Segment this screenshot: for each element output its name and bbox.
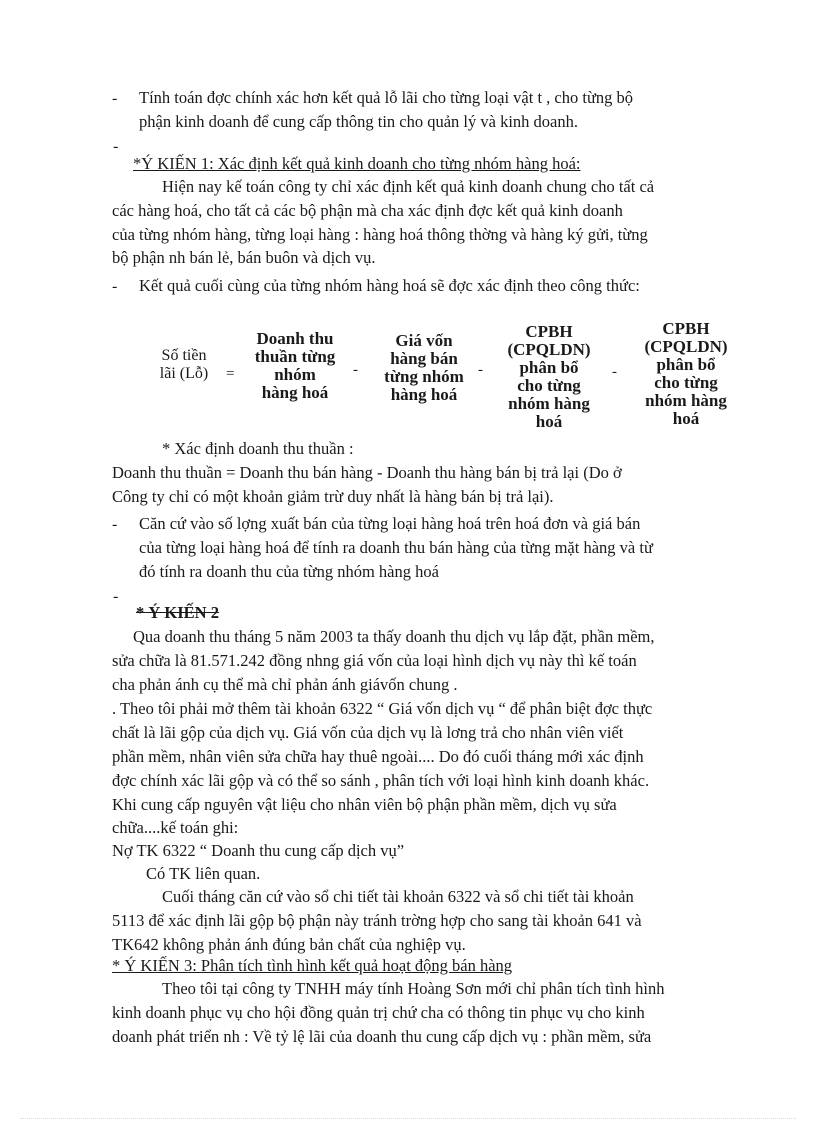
paragraph-line: sửa chữa là 81.571.242 đồng nhng giá vốn của loại hình dịch vụ này thì kế toán	[112, 651, 637, 670]
paragraph-line: đợc chính xác lãi gộp và có thể so sánh , phân tích với loại hình kinh doanh khác.	[112, 771, 650, 790]
formula-intro: Kết quả cuối cùng của từng nhóm hàng hoá sẽ đợc xác định theo công thức:	[139, 276, 640, 295]
term-allocated-expense-2	[630, 320, 742, 428]
bullet-dash: -	[112, 516, 118, 533]
paragraph-line: kinh doanh phục vụ cho hội đồng quản trị chứ cha có thông tin phục vụ cho kinh	[112, 1003, 645, 1022]
term-line: nhóm	[274, 365, 316, 384]
opinion-3-heading: * Ý KIẾN 3: Phân tích tình hình kết quả hoạt động bán hàng	[112, 956, 513, 975]
paragraph-line: Nợ TK 6322 “ Doanh thu cung cấp dịch vụ”	[112, 841, 405, 860]
opinion-2-heading: * Ý KIẾN 2	[136, 603, 219, 622]
subheading: * Xác định doanh thu thuần :	[162, 439, 354, 458]
paragraph-line: phận kinh doanh để cung cấp thông tin cho quản lý và kinh doanh.	[139, 112, 578, 131]
paragraph-line: Tính toán đợc chính xác hơn kết quả lỗ lãi cho từng loại vật t , cho từng bộ	[139, 88, 634, 107]
paragraph-line: Khi cung cấp nguyên vật liệu cho nhân viên bộ phận phần mềm, dịch vụ sửa	[112, 795, 617, 814]
paragraph-line: Doanh thu thuần = Doanh thu bán hàng - Doanh thu hàng bán bị trả lại (Do ở	[112, 463, 622, 482]
bullet-dash: -	[112, 90, 118, 107]
formula-lhs: Số tiền	[161, 347, 207, 364]
term-line: CPBH	[662, 319, 710, 338]
term-cost-of-goods	[370, 332, 478, 404]
term-line: Giá vốn	[395, 331, 453, 350]
term-line: phân bổ	[656, 355, 716, 374]
paragraph-line: 5113 để xác định lãi gộp bộ phận này tránh trờng hợp cho sang tài khoản 641 và	[112, 911, 642, 930]
minus-sign: -	[353, 362, 358, 378]
term-line: từng nhóm	[384, 367, 464, 386]
paragraph-line: Hiện nay kế toán công ty chỉ xác định kết quả kinh doanh chung cho tất cả	[162, 177, 655, 196]
term-line: hàng hoá	[261, 383, 329, 402]
paragraph-line: . Theo tôi phải mở thêm tài khoản 6322 “ Giá vốn dịch vụ “ để phân biệt đợc thực	[112, 699, 653, 718]
opinion-1-heading: *Ý KIẾN 1: Xác định kết quả kinh doanh cho từng nhóm hàng hoá:	[133, 154, 581, 173]
term-line: nhóm hàng	[645, 391, 727, 410]
term-net-revenue	[242, 330, 348, 402]
stray-dash: -	[113, 588, 119, 605]
paragraph-line: doanh phát triển nh : Về tỷ lệ lãi của doanh thu cung cấp dịch vụ : phần mềm, sửa	[112, 1027, 652, 1046]
paragraph-line: phần mềm, nhân viên sửa chữa hay thuê ngoài.... Do đó cuối tháng mới xác định	[112, 747, 644, 766]
paragraph-line: cha phản ánh cụ thể mà chỉ phản ánh giávốn chung .	[112, 675, 458, 694]
paragraph-line: Qua doanh thu tháng 5 năm 2003 ta thấy doanh thu dịch vụ lắp đặt, phần mềm,	[133, 627, 655, 646]
page-bottom-rule	[20, 1118, 796, 1119]
term-allocated-expense-1	[494, 323, 604, 431]
term-line: cho từng	[517, 376, 581, 395]
term-line: phân bổ	[519, 358, 579, 377]
term-line: (CPQLDN)	[507, 340, 591, 359]
bullet-dash: -	[112, 278, 118, 295]
paragraph-line: các hàng hoá, cho tất cả các bộ phận mà cha xác định đợc kết quả kinh doanh	[112, 201, 623, 220]
paragraph-line: Công ty chỉ có một khoản giảm trừ duy nhất là hàng bán bị trả lại).	[112, 487, 554, 506]
paragraph-line: chất là lãi gộp của dịch vụ. Giá vốn của dịch vụ là lơng trả cho nhân viên viết	[112, 723, 624, 742]
paragraph-line: của từng loại hàng hoá để tính ra doanh thu bán hàng của từng mặt hàng và từ	[139, 538, 653, 557]
term-line: (CPQLDN)	[644, 337, 728, 356]
formula-lhs: lãi (Lỗ)	[159, 365, 209, 382]
stray-dash: -	[113, 138, 119, 155]
minus-sign: -	[478, 362, 483, 378]
equals-sign: =	[226, 366, 235, 382]
term-line: CPBH	[525, 322, 573, 341]
term-line: hoá	[672, 409, 700, 428]
paragraph-line: chữa....kế toán ghi:	[112, 818, 239, 837]
paragraph-line: bộ phận nh bán lẻ, bán buôn và dịch vụ.	[112, 248, 376, 267]
paragraph-line: Theo tôi tại công ty TNHH máy tính Hoàng Sơn mới chỉ phân tích tình hình	[162, 979, 665, 998]
term-line: hoá	[535, 412, 563, 431]
term-line: thuần từng	[254, 347, 336, 366]
paragraph-line: Căn cứ vào số lợng xuất bán của từng loại hàng hoá trên hoá đơn và giá bán	[139, 514, 641, 533]
minus-sign: -	[612, 364, 617, 380]
term-line: Doanh thu	[256, 329, 334, 348]
term-line: nhóm hàng	[508, 394, 590, 413]
term-line: hàng bán	[390, 349, 458, 368]
paragraph-line: Có TK liên quan.	[146, 864, 261, 883]
term-line: cho từng	[654, 373, 718, 392]
paragraph-line: đó tính ra doanh thu của từng nhóm hàng hoá	[139, 562, 439, 581]
paragraph-line: Cuối tháng căn cứ vào sổ chi tiết tài khoản 6322 và sổ chi tiết tài khoản	[162, 887, 634, 906]
term-line: hàng hoá	[390, 385, 458, 404]
paragraph-line: TK642 không phản ánh đúng bản chất của nghiệp vụ.	[112, 935, 466, 954]
paragraph-line: của từng nhóm hàng, từng loại hàng : hàng hoá thông thờng và hàng ký gửi, từng	[112, 225, 648, 244]
